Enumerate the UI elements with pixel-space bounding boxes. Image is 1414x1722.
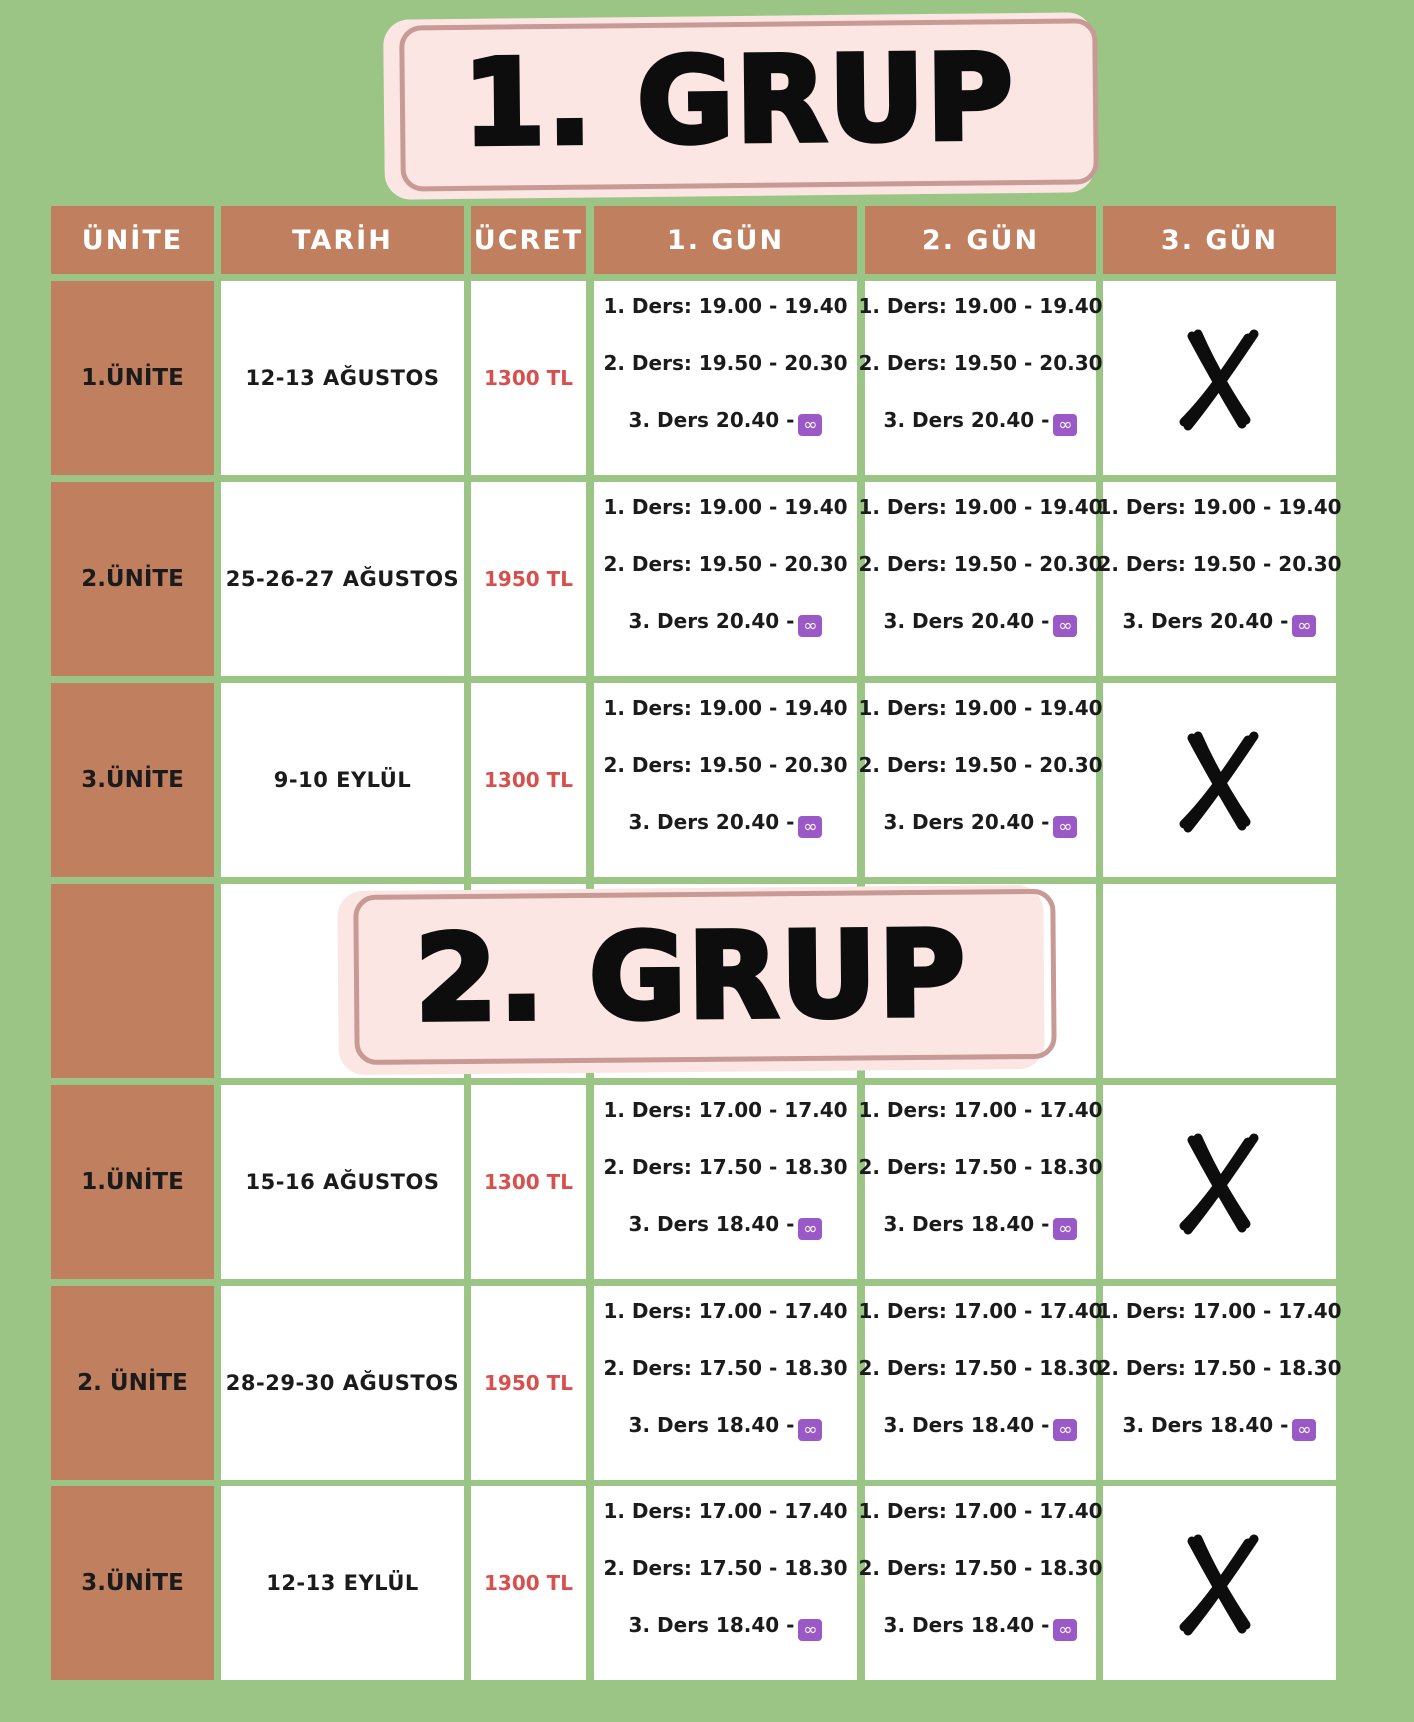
- infinity-icon: ∞: [1053, 1619, 1077, 1641]
- row2-date-cell: [221, 482, 464, 676]
- lesson-time: 3. Ders 18.40 -: [883, 1413, 1050, 1437]
- lesson-time: 2. Ders: 19.50 - 20.30: [858, 753, 1103, 777]
- price-label: 1300 TL: [483, 768, 573, 792]
- lesson-line: [884, 807, 1078, 864]
- infinity-icon: ∞: [798, 1619, 822, 1641]
- lesson-line: [884, 1410, 1078, 1467]
- infinity-icon: ∞: [798, 816, 822, 838]
- lesson-time: 3. Ders 18.40 -: [628, 1613, 795, 1637]
- date-label: 28-29-30 AĞUSTOS: [225, 1371, 460, 1395]
- lesson-time: 1. Ders: 19.00 - 19.40: [603, 294, 848, 318]
- row7-day1-cell: [594, 1486, 857, 1680]
- lesson-time: 2. Ders: 17.50 - 18.30: [1097, 1356, 1342, 1380]
- infinity-icon: ∞: [1053, 1419, 1077, 1441]
- lesson-time: 1. Ders: 17.00 - 17.40: [858, 1499, 1103, 1523]
- lesson-line: [858, 693, 1102, 750]
- infinity-icon: ∞: [1053, 816, 1077, 838]
- lesson-line: [858, 750, 1102, 807]
- row5-day2-cell: [858, 1085, 1103, 1279]
- price-label: 1950 TL: [483, 1371, 573, 1395]
- lesson-line: [858, 1095, 1102, 1152]
- row6-day3-cell: [1097, 1286, 1342, 1480]
- row6-day1-cell: [594, 1286, 857, 1480]
- lesson-line: [1097, 1353, 1341, 1410]
- lesson-line: [603, 549, 847, 606]
- lesson-line: [629, 1610, 823, 1667]
- header-day2: [865, 206, 1096, 274]
- infinity-icon: ∞: [798, 615, 822, 637]
- lesson-line: [603, 750, 847, 807]
- infinity-icon: ∞: [798, 1218, 822, 1240]
- date-label: 12-13 AĞUSTOS: [245, 366, 440, 390]
- lesson-time: 1. Ders: 17.00 - 17.40: [858, 1299, 1103, 1323]
- lesson-line: [884, 405, 1078, 462]
- header-date: [221, 206, 464, 274]
- lesson-time: 2. Ders: 19.50 - 20.30: [603, 552, 848, 576]
- lesson-line: [858, 1353, 1102, 1410]
- row2-day2-cell: [858, 482, 1103, 676]
- row7-price-cell: [471, 1486, 586, 1680]
- infinity-icon: ∞: [798, 1419, 822, 1441]
- header-day3: [1103, 206, 1336, 274]
- infinity-icon: ∞: [1292, 615, 1316, 637]
- row2-day1-cell: [594, 482, 857, 676]
- lesson-time: 1. Ders: 19.00 - 19.40: [603, 696, 848, 720]
- lesson-time: 1. Ders: 17.00 - 17.40: [1097, 1299, 1342, 1323]
- group2-title-banner: [337, 885, 1045, 1075]
- lesson-time: 1. Ders: 17.00 - 17.40: [858, 1098, 1103, 1122]
- lesson-line: [603, 1152, 847, 1209]
- lesson-time: 2. Ders: 19.50 - 20.30: [858, 552, 1103, 576]
- lesson-time: 1. Ders: 17.00 - 17.40: [603, 1299, 848, 1323]
- row1-day1-cell: [594, 281, 857, 475]
- lesson-time: 3. Ders 20.40 -: [883, 810, 1050, 834]
- row7-date-cell: [221, 1486, 464, 1680]
- lesson-time: 1. Ders: 19.00 - 19.40: [858, 495, 1103, 519]
- price-label: 1300 TL: [483, 1571, 573, 1595]
- row1-day2-cell: [858, 281, 1103, 475]
- date-label: 12-13 EYLÜL: [266, 1571, 419, 1595]
- infinity-icon: ∞: [1053, 414, 1077, 436]
- lesson-line: [603, 348, 847, 405]
- lesson-line: [603, 1296, 847, 1353]
- infinity-icon: ∞: [1053, 615, 1077, 637]
- date-label: 9-10 EYLÜL: [273, 768, 412, 792]
- lesson-line: [629, 405, 823, 462]
- x-mark-icon: [1172, 1529, 1268, 1637]
- lesson-time: 2. Ders: 19.50 - 20.30: [858, 351, 1103, 375]
- lesson-time: 1. Ders: 17.00 - 17.40: [603, 1098, 848, 1122]
- row5-price-cell: [471, 1085, 586, 1279]
- lesson-time: 1. Ders: 19.00 - 19.40: [858, 294, 1103, 318]
- lesson-time: 1. Ders: 19.00 - 19.40: [603, 495, 848, 519]
- header-price: [471, 206, 586, 274]
- group1-title-banner: [383, 12, 1095, 199]
- row5-date-cell: [221, 1085, 464, 1279]
- lesson-time: 3. Ders 18.40 -: [628, 1212, 795, 1236]
- row7-day3-cell: [1103, 1486, 1336, 1680]
- lesson-line: [629, 606, 823, 663]
- lesson-time: 3. Ders 20.40 -: [628, 810, 795, 834]
- lesson-line: [1097, 492, 1341, 549]
- lesson-line: [1097, 549, 1341, 606]
- date-label: 15-16 AĞUSTOS: [245, 1170, 440, 1194]
- infinity-icon: ∞: [1292, 1419, 1316, 1441]
- lesson-line: [629, 807, 823, 864]
- unit-label: 3.ÜNİTE: [81, 767, 184, 793]
- lesson-line: [858, 1296, 1102, 1353]
- row6-day2-cell: [858, 1286, 1103, 1480]
- lesson-line: [1123, 1410, 1317, 1467]
- lesson-time: 3. Ders 18.40 -: [883, 1212, 1050, 1236]
- x-mark-icon: [1172, 726, 1268, 834]
- row4-day3-cell: [1103, 884, 1336, 1078]
- lesson-time: 2. Ders: 19.50 - 20.30: [1097, 552, 1342, 576]
- header-unit-label: ÜNİTE: [81, 224, 184, 256]
- group2-title: 2. GRUP: [414, 904, 968, 1048]
- lesson-time: 2. Ders: 17.50 - 18.30: [858, 1155, 1103, 1179]
- lesson-line: [603, 1496, 847, 1553]
- lesson-time: 3. Ders 20.40 -: [883, 609, 1050, 633]
- lesson-time: 3. Ders 20.40 -: [628, 609, 795, 633]
- lesson-line: [858, 291, 1102, 348]
- price-label: 1950 TL: [483, 567, 573, 591]
- lesson-time: 1. Ders: 17.00 - 17.40: [603, 1499, 848, 1523]
- lesson-line: [858, 348, 1102, 405]
- lesson-line: [858, 549, 1102, 606]
- row5-day1-cell: [594, 1085, 857, 1279]
- row6-price-cell: [471, 1286, 586, 1480]
- row3-day3-cell: [1103, 683, 1336, 877]
- row2-price-cell: [471, 482, 586, 676]
- lesson-time: 2. Ders: 17.50 - 18.30: [858, 1556, 1103, 1580]
- lesson-time: 3. Ders 18.40 -: [883, 1613, 1050, 1637]
- row7-day2-cell: [858, 1486, 1103, 1680]
- unit-label: 3.ÜNİTE: [81, 1570, 184, 1596]
- lesson-time: 3. Ders 20.40 -: [1122, 609, 1289, 633]
- price-label: 1300 TL: [483, 1170, 573, 1194]
- lesson-line: [858, 1496, 1102, 1553]
- header-day1: [594, 206, 857, 274]
- lesson-time: 3. Ders 20.40 -: [628, 408, 795, 432]
- row3-unit-cell: [51, 683, 214, 877]
- row5-unit-cell: [51, 1085, 214, 1279]
- row1-day3-cell: [1103, 281, 1336, 475]
- lesson-time: 2. Ders: 17.50 - 18.30: [603, 1556, 848, 1580]
- row2-day3-cell: [1097, 482, 1342, 676]
- header-day2-label: 2. GÜN: [921, 224, 1040, 256]
- lesson-line: [603, 1095, 847, 1152]
- lesson-time: 2. Ders: 19.50 - 20.30: [603, 351, 848, 375]
- lesson-line: [603, 1553, 847, 1610]
- infinity-icon: ∞: [1053, 1218, 1077, 1240]
- lesson-line: [603, 693, 847, 750]
- unit-label: 2.ÜNİTE: [81, 566, 184, 592]
- x-mark-icon: [1172, 324, 1268, 432]
- row7-unit-cell: [51, 1486, 214, 1680]
- unit-label: 1.ÜNİTE: [81, 365, 184, 391]
- row5-day3-cell: [1103, 1085, 1336, 1279]
- group1-title: 1. GRUP: [462, 28, 1016, 172]
- row6-date-cell: [221, 1286, 464, 1480]
- row1-price-cell: [471, 281, 586, 475]
- lesson-time: 1. Ders: 19.00 - 19.40: [1097, 495, 1342, 519]
- row2-unit-cell: [51, 482, 214, 676]
- row3-price-cell: [471, 683, 586, 877]
- header-day1-label: 1. GÜN: [666, 224, 785, 256]
- x-mark-icon: [1172, 1128, 1268, 1236]
- row3-date-cell: [221, 683, 464, 877]
- lesson-line: [858, 1152, 1102, 1209]
- lesson-time: 2. Ders: 17.50 - 18.30: [603, 1356, 848, 1380]
- lesson-line: [858, 492, 1102, 549]
- lesson-time: 3. Ders 18.40 -: [628, 1413, 795, 1437]
- lesson-time: 1. Ders: 19.00 - 19.40: [858, 696, 1103, 720]
- row4-unit-cell: [51, 884, 214, 1078]
- header-price-label: ÜCRET: [473, 224, 584, 256]
- lesson-line: [629, 1410, 823, 1467]
- price-label: 1300 TL: [483, 366, 573, 390]
- row3-day2-cell: [858, 683, 1103, 877]
- lesson-time: 3. Ders 20.40 -: [883, 408, 1050, 432]
- header-date-label: TARİH: [292, 224, 393, 256]
- lesson-line: [884, 1209, 1078, 1266]
- row6-unit-cell: [51, 1286, 214, 1480]
- lesson-time: 2. Ders: 17.50 - 18.30: [603, 1155, 848, 1179]
- infinity-icon: ∞: [798, 414, 822, 436]
- lesson-time: 2. Ders: 19.50 - 20.30: [603, 753, 848, 777]
- unit-label: 1.ÜNİTE: [81, 1169, 184, 1195]
- lesson-line: [629, 1209, 823, 1266]
- lesson-line: [603, 492, 847, 549]
- lesson-line: [603, 1353, 847, 1410]
- lesson-line: [603, 291, 847, 348]
- lesson-line: [884, 1610, 1078, 1667]
- header-unit: [51, 206, 214, 274]
- lesson-time: 2. Ders: 17.50 - 18.30: [858, 1356, 1103, 1380]
- lesson-time: 3. Ders 18.40 -: [1122, 1413, 1289, 1437]
- row1-unit-cell: [51, 281, 214, 475]
- lesson-line: [858, 1553, 1102, 1610]
- row1-date-cell: [221, 281, 464, 475]
- unit-label: 2. ÜNİTE: [77, 1370, 188, 1396]
- lesson-line: [1097, 1296, 1341, 1353]
- header-day3-label: 3. GÜN: [1160, 224, 1279, 256]
- date-label: 25-26-27 AĞUSTOS: [225, 567, 460, 591]
- lesson-line: [884, 606, 1078, 663]
- row3-day1-cell: [594, 683, 857, 877]
- lesson-line: [1123, 606, 1317, 663]
